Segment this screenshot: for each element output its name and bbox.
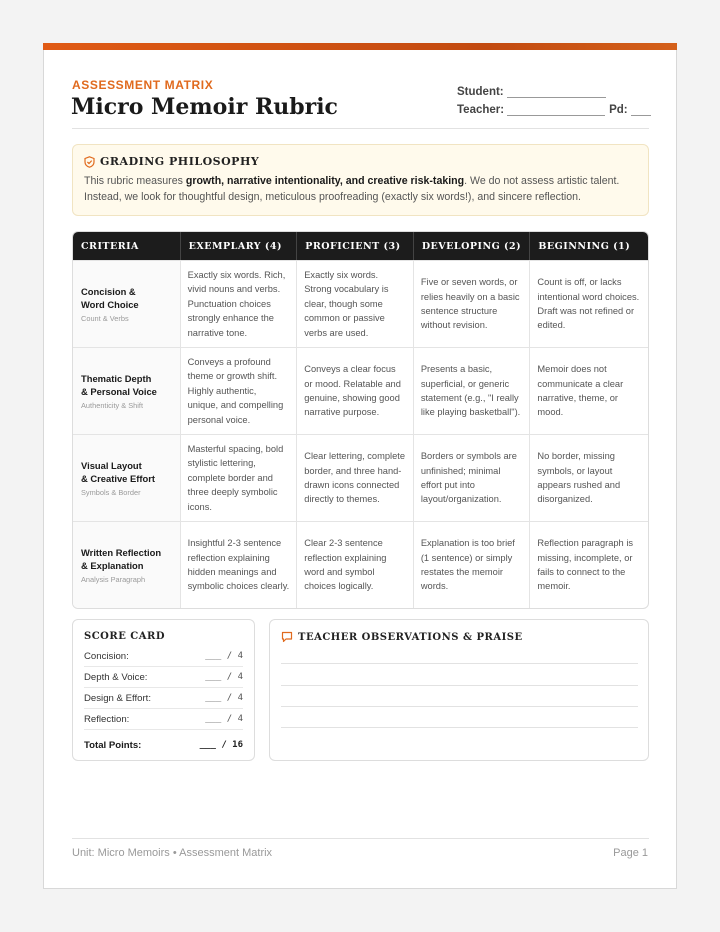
rubric-cell: Exactly six words. Rich, vivid nouns and verbs. Punctuation choices strongly enhance the narrative tone. (181, 261, 298, 347)
score-row (84, 667, 243, 688)
rubric-cell: Conveys a clear focus or mood. Relatable and genuine, showing good narrative purpose. (297, 348, 414, 434)
student-label: Student: (457, 86, 504, 98)
rubric-cell: Conveys a profound theme or growth shift. Highly authentic, unique, and compelling personal voice. (181, 348, 298, 434)
column-header-beginning: BEGINNING (1) (538, 240, 631, 252)
rubric-page (43, 43, 677, 889)
footer-divider (72, 838, 649, 839)
column-header-exemplary: EXEMPLARY (4) (181, 232, 298, 260)
score-label: Concision: (84, 650, 129, 662)
rubric-cell: Reflection paragraph is missing, incomplete, or fails to connect to the memoir. (537, 538, 634, 592)
column-header-proficient: PROFICIENT (3) (297, 232, 414, 260)
score-blank[interactable]: ___ / 4 (205, 651, 243, 661)
score-row (84, 709, 243, 730)
philosophy-text-start: This rubric measures (84, 175, 186, 187)
criterion-name: Concision & Word Choice (81, 286, 139, 310)
score-blank[interactable]: ___ / 4 (205, 672, 243, 682)
philosophy-text-emphasis: growth, narrative intentionality, and creative risk-taking (185, 175, 465, 187)
observations-heading-row (281, 631, 637, 643)
footer-unit-label: Unit: Micro Memoirs • Assessment Matrix (72, 847, 273, 859)
philosophy-heading: GRADING PHILOSOPHY (100, 155, 260, 168)
rubric-cell: Count is off, or lacks intentional word choices. Draft was not refined or edited. (537, 277, 640, 331)
teacher-label: Teacher: (457, 104, 505, 116)
score-blank[interactable]: ___ / 4 (205, 714, 243, 724)
rubric-cell: Clear lettering, complete border, and three hand-drawn icons connected directly to themes. (297, 435, 414, 521)
table-row (73, 434, 648, 521)
rubric-cell: Five or seven words, or relies heavily on a basic sentence structure without revision. (414, 261, 531, 347)
grading-philosophy-callout (72, 144, 649, 216)
criterion-cell (73, 261, 181, 347)
criterion-cell (73, 522, 181, 608)
score-blank[interactable]: ___ / 4 (205, 693, 243, 703)
page-number: Page 1 (613, 847, 648, 859)
teacher-blank[interactable] (507, 104, 605, 116)
column-header-criteria: CRITERIA (73, 232, 181, 260)
criterion-name: Visual Layout & Creative Effort (81, 460, 155, 484)
rubric-cell: Exactly six words. Strong vocabulary is clear, though some common or passive verbs are used. (297, 261, 414, 347)
writing-line[interactable] (281, 663, 638, 664)
speech-bubble-icon (281, 631, 293, 643)
philosophy-text-end: . We do not assess artistic talent. Instead, we look for thoughtful design, meticulous proofreading (exactly six words!), and sincere reflection. (84, 175, 620, 203)
table-row (73, 521, 648, 608)
score-label: Design & Effort: (84, 692, 152, 704)
criterion-cell (73, 435, 181, 521)
rubric-cell: Insightful 2-3 sentence reflection explaining hidden meanings and symbolic choices clearly. (181, 522, 298, 608)
observations-heading: TEACHER OBSERVATIONS & PRAISE (298, 631, 523, 643)
eyebrow-label: ASSESSMENT MATRIX (72, 78, 214, 92)
teacher-field (457, 98, 651, 116)
writing-line[interactable] (281, 685, 638, 686)
student-field (457, 80, 651, 98)
philosophy-heading-row (84, 155, 637, 168)
teacher-observations-box (269, 619, 649, 761)
score-label: Reflection: (84, 713, 130, 725)
rubric-cell: No border, missing symbols, or layout appears rushed and disorganized. (537, 451, 621, 505)
score-total-row (84, 730, 243, 760)
table-row (73, 347, 648, 434)
page-title: Micro Memoir Rubric (71, 94, 338, 120)
rubric-cell: Clear 2-3 sentence reflection explaining word and symbol choices logically. (297, 522, 414, 608)
header-divider (72, 128, 649, 129)
score-card-title: SCORE CARD (84, 631, 166, 642)
total-label: Total Points: (84, 739, 142, 751)
criterion-subtitle: Count & Verbs (81, 314, 129, 323)
rubric-cell: Memoir does not communicate a clear narrative, theme, or mood. (537, 364, 624, 418)
criterion-subtitle: Analysis Paragraph (81, 575, 146, 584)
writing-line[interactable] (281, 727, 638, 728)
criterion-subtitle: Symbols & Border (81, 488, 141, 497)
criterion-name: Thematic Depth & Personal Voice (81, 373, 157, 397)
student-blank[interactable] (507, 86, 606, 98)
rubric-table (72, 231, 649, 609)
column-header-developing: DEVELOPING (2) (414, 232, 531, 260)
accent-bar (43, 43, 677, 50)
criterion-cell (73, 348, 181, 434)
period-label: Pd: (609, 104, 628, 116)
score-label: Depth & Voice: (84, 671, 148, 683)
criterion-subtitle: Authenticity & Shift (81, 401, 144, 410)
total-blank[interactable]: ___ / 16 (199, 740, 243, 750)
table-row (73, 260, 648, 347)
period-blank[interactable] (631, 104, 651, 116)
rubric-cell: Masterful spacing, bold stylistic lettering, complete border and three deeply symbolic icons. (181, 435, 298, 521)
rubric-header-row (73, 232, 648, 260)
score-row (84, 646, 243, 667)
rubric-cell: Explanation is too brief (1 sentence) or simply restates the memoir words. (414, 522, 531, 608)
writing-line[interactable] (281, 706, 638, 707)
philosophy-text (84, 173, 637, 205)
shield-check-icon (84, 156, 95, 168)
rubric-cell: Presents a basic, superficial, or generic statement (e.g., "I really like playing basketball"). (414, 348, 531, 434)
criterion-name: Written Reflection & Explanation (81, 547, 162, 571)
score-row (84, 688, 243, 709)
rubric-cell: Borders or symbols are unfinished; minimal effort put into layout/organization. (414, 435, 531, 521)
score-card (72, 619, 255, 761)
student-info-block (457, 80, 651, 116)
